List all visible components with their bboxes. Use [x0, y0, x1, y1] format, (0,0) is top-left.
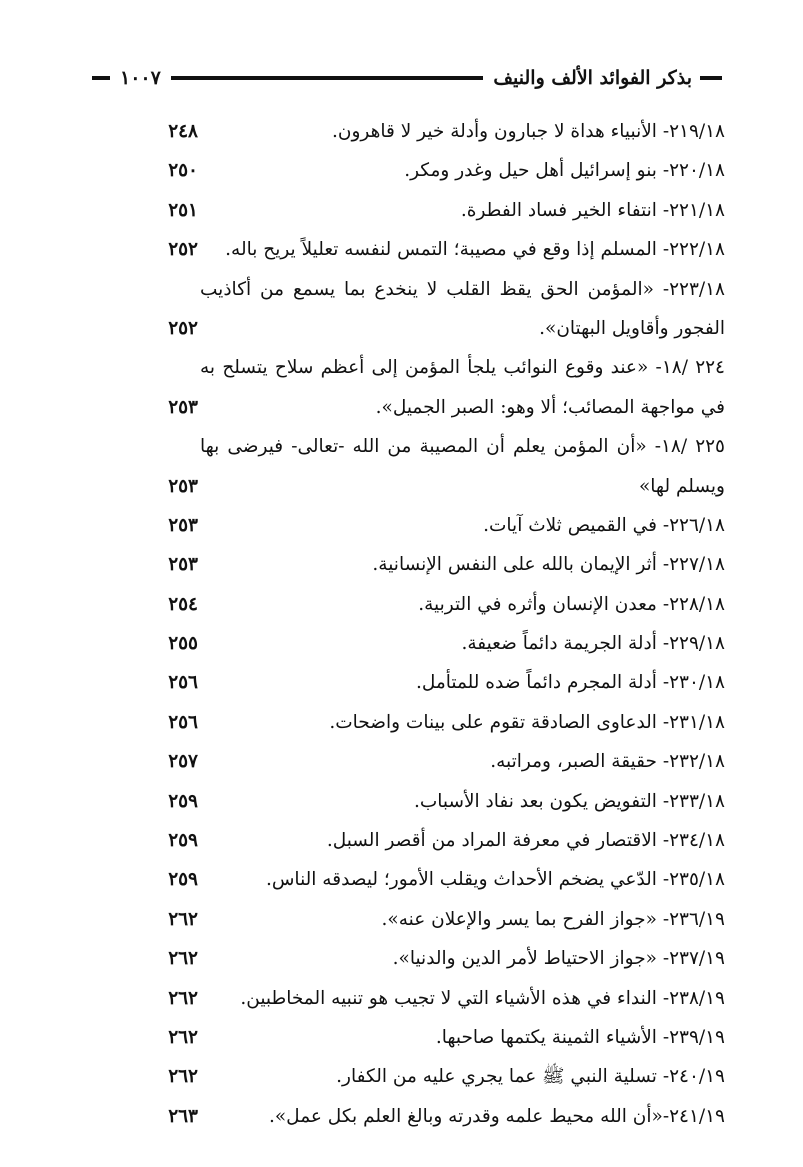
- index-entry: [0, 821, 803, 860]
- entry-page-number: ٢٥٩: [168, 830, 198, 852]
- index-entry: [0, 191, 803, 230]
- entry-text: ٢٢٢/١٨- المسلم إذا وقع في مصيبة؛ التمس لنفسه تعليلاً يريح باله.: [225, 239, 725, 261]
- index-entry: [0, 427, 803, 466]
- entry-text: ٢٣١/١٨- الدعاوى الصادقة تقوم على بينات واضحات.: [329, 711, 725, 733]
- index-entry: [0, 1057, 803, 1096]
- header-dash-right: [700, 76, 722, 80]
- index-entry: [0, 151, 803, 190]
- entry-page-number: ٢٥٦: [168, 711, 198, 733]
- index-entry: [0, 1097, 803, 1136]
- index-entry: [0, 1018, 803, 1057]
- entry-page-number: ٢٥٣: [168, 554, 198, 576]
- entry-page-number: ٢٦٢: [168, 987, 198, 1009]
- index-entry: [0, 309, 803, 348]
- index-list: [0, 112, 803, 1136]
- entry-text: ٢٣٤/١٨- الاقتصار في معرفة المراد من أقصر السبل.: [326, 830, 725, 852]
- index-entry: [0, 979, 803, 1018]
- entry-text: ٢٣٧/١٩- «جواز الاحتياط لأمر الدين والدنيا».: [392, 948, 725, 970]
- index-entry: [0, 782, 803, 821]
- entry-text: ٢٢٥ /١٨- «أن المؤمن يعلم أن المصيبة من الله -تعالى- فيرضى بها: [200, 436, 725, 458]
- index-entry: [0, 624, 803, 663]
- entry-page-number: ٢٦٢: [168, 1026, 198, 1048]
- entry-text: ٢٢٣/١٨- «المؤمن الحق يقظ القلب لا ينخدع بما يسمع من أكاذيب: [200, 278, 725, 300]
- entry-text: ٢٤٠/١٩- تسلية النبي ﷺ عما يجري عليه من الكفار.: [336, 1066, 725, 1088]
- entry-text: ٢٢٠/١٨- بنو إسرائيل أهل حيل وغدر ومكر.: [404, 160, 725, 182]
- index-entry: [0, 742, 803, 781]
- entry-page-number: ٢٦٢: [168, 1066, 198, 1088]
- entry-page-number: ٢٥٩: [168, 869, 198, 891]
- header-title: بذكر الفوائد الألف والنيف: [493, 67, 692, 89]
- entry-page-number: ٢٥٣: [168, 396, 198, 418]
- entry-page-number: ٢٥٠: [168, 160, 198, 182]
- entry-page-number: ٢٥٦: [168, 672, 198, 694]
- entry-page-number: ٢٥٢: [168, 317, 198, 339]
- entry-page-number: ٢٥٧: [168, 751, 198, 773]
- index-entry: [0, 939, 803, 978]
- index-entry: [0, 663, 803, 702]
- index-entry: [0, 388, 803, 427]
- entry-page-number: ٢٦٣: [168, 1105, 198, 1127]
- entry-text: ٢٢١/١٨- انتفاء الخير فساد الفطرة.: [460, 199, 725, 221]
- entry-page-number: ٢٥٤: [168, 593, 198, 615]
- entry-text: ٢٣٥/١٨- الدّعي يضخم الأحداث ويقلب الأمور؛ ليصدقه الناس.: [265, 869, 725, 891]
- entry-text: ٢٢٩/١٨- أدلة الجريمة دائماً ضعيفة.: [461, 633, 725, 655]
- index-entry: [0, 270, 803, 309]
- index-entry: [0, 703, 803, 742]
- entry-page-number: ٢٥٢: [168, 239, 198, 261]
- entry-page-number: ٢٦٢: [168, 908, 198, 930]
- entry-text: ٢٣٠/١٨- أدلة المجرم دائماً ضده للمتأمل.: [415, 672, 725, 694]
- entry-text: ٢٢٨/١٨- معدن الإنسان وأثره في التربية.: [418, 593, 725, 615]
- index-entry: [0, 900, 803, 939]
- index-entry: [0, 545, 803, 584]
- entry-page-number: ٢٦٢: [168, 948, 198, 970]
- header-dash-left: [92, 76, 110, 80]
- entry-text: ٢٢٧/١٨- أثر الإيمان بالله على النفس الإنسانية.: [372, 554, 725, 576]
- header-rule: [171, 76, 484, 80]
- entry-page-number: ٢٥٥: [168, 633, 198, 655]
- index-entry: [0, 112, 803, 151]
- entry-text: الفجور وأقاويل البهتان».: [539, 317, 725, 339]
- index-entry: [0, 348, 803, 387]
- running-header: [92, 60, 722, 96]
- entry-text: ٢٢٦/١٨- في القميص ثلاث آيات.: [483, 514, 725, 536]
- index-entry: [0, 585, 803, 624]
- entry-text: ٢٣٦/١٩- «جواز الفرح بما يسر والإعلان عنه».: [381, 908, 725, 930]
- entry-text: في مواجهة المصائب؛ ألا وهو: الصبر الجميل».: [375, 396, 725, 418]
- entry-text: ٢٣٨/١٩- النداء في هذه الأشياء التي لا تجيب هو تنبيه المخاطبين.: [240, 987, 725, 1009]
- entry-page-number: ٢٥٣: [168, 475, 198, 497]
- entry-text: ٢٤١/١٩-«أن الله محيط علمه وقدرته وبالغ العلم بكل عمل».: [268, 1105, 725, 1127]
- header-page-number: ١٠٠٧: [120, 67, 161, 89]
- index-entry: [0, 860, 803, 899]
- entry-page-number: ٢٤٨: [168, 121, 198, 142]
- entry-page-number: ٢٥٣: [168, 514, 198, 536]
- entry-text: ٢٣٩/١٩- الأشياء الثمينة يكتمها صاحبها.: [435, 1026, 725, 1048]
- entry-text: ٢٣٢/١٨- حقيقة الصبر، ومراتبه.: [490, 751, 725, 773]
- entry-page-number: ٢٥٩: [168, 790, 198, 812]
- entry-page-number: ٢٥١: [168, 199, 198, 221]
- entry-text: ٢٣٣/١٨- التفويض يكون بعد نفاد الأسباب.: [413, 790, 725, 812]
- entry-text: ٢١٩/١٨- الأنبياء هداة لا جبارون وأدلة خير لا قاهرون.: [331, 121, 725, 142]
- index-entry: [0, 467, 803, 506]
- index-entry: [0, 230, 803, 269]
- index-entry: [0, 506, 803, 545]
- entry-text: ٢٢٤ /١٨- «عند وقوع النوائب يلجأ المؤمن إلى أعظم سلاح يتسلح به: [200, 357, 725, 379]
- entry-text: ويسلم لها»: [638, 475, 725, 497]
